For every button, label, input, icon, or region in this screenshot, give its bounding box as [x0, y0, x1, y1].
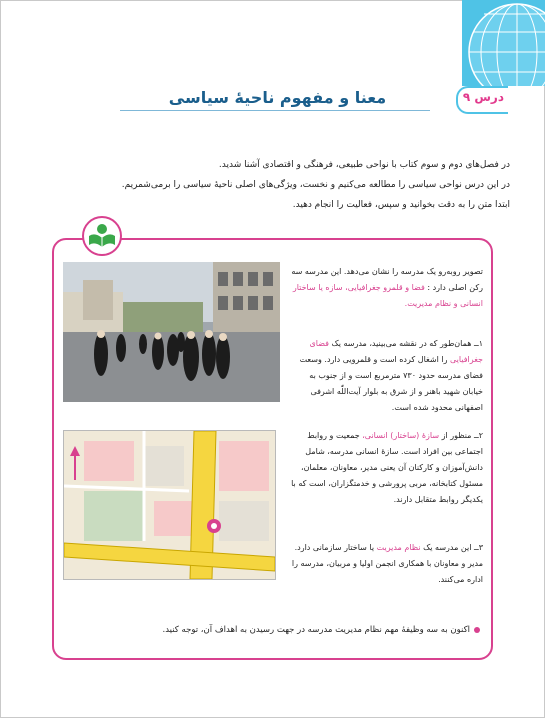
p2-highlight: فضای جغرافیایی — [309, 339, 483, 364]
p4-text-a: ۳ــ این مدرسه یک — [423, 543, 483, 552]
activity-paragraph-4 — [290, 540, 483, 588]
p1-highlight: فضا و قلمرو جغرافیایی، سازه یا ساختار انسانی و نظام مدیریت. — [292, 283, 483, 308]
p1-text: تصویر روبه‌رو یک مدرسه را نشان می‌دهد. این مدرسه سه رکن اصلی دارد : — [291, 267, 483, 292]
activity-paragraph-2 — [290, 336, 483, 416]
north-arrow-icon — [68, 446, 82, 482]
activity-paragraph-3 — [290, 428, 483, 508]
p4-text-b: یا ساختار سازمانی دارد. مدیر و معاونان با همکاری انجمن اولیا و مربیان، مدرسه را اداره می‌کنند. — [291, 543, 483, 584]
lesson-label: درس ۹ — [462, 90, 504, 104]
p2-text-b: را اشغال کرده است و قلمرویی دارد. وسعت فضای مدرسه حدود ۷۳۰ مترمربع است و از جنوب به خیابان شهید باهنر و از شرق به بلوار آیت‌اللّٰه اشرفی اصفهانی محدود شده است. — [299, 355, 483, 412]
p3-text-b: جمعیت و روابط اجتماعی بین افراد است. سازۀ انسانی مدرسه، شامل دانش‌آموزان و کارکنان آن یعنی مدیر، معاونان، معلمان، مسئول کتابخانه، مربی پرورشی و خدمتگزاران، است که با یکدیگر روابط متقابل دارند. — [291, 431, 483, 504]
p4-highlight: نظام مدیریت — [376, 543, 421, 552]
intro-line-1: در فصل‌های دوم و سوم کتاب با نواحی طبیعی، فرهنگی و اقتصادی آشنا شدید. — [218, 160, 510, 170]
p3-text-a: ۲ــ منظور از — [441, 431, 483, 440]
closing-note — [40, 625, 480, 635]
p3-highlight: سازۀ (ساختار) انسانی، — [362, 431, 440, 440]
intro-text — [40, 155, 510, 215]
school-photo — [63, 262, 280, 402]
title-divider — [120, 110, 430, 111]
lesson-number-tab — [456, 86, 508, 114]
book-reader-icon — [82, 216, 122, 256]
activity-paragraph-1 — [290, 264, 483, 312]
globe-icon — [462, 0, 545, 86]
bullet-icon — [474, 627, 480, 633]
note-text: اکنون به سه وظیفۀ مهم نظام مدیریت مدرسه در جهت رسیدن به اهداف آن، توجه کنید. — [162, 625, 470, 635]
school-map — [63, 430, 276, 580]
p2-text-a: ۱ــ همان‌طور که در نقشه می‌بینید، مدرسه یک — [331, 339, 483, 348]
page-title: معنا و مفهوم ناحیۀ سیاسی — [168, 88, 387, 107]
intro-line-3: ابتدا متن را به دقت بخوانید و سپس، فعالیت را انجام دهید. — [292, 200, 510, 210]
intro-line-2: در این درس نواحی سیاسی را مطالعه می‌کنیم و نخست، ویژگی‌های اصلی ناحیۀ سیاسی را برمی‌شمریم. — [121, 180, 510, 190]
